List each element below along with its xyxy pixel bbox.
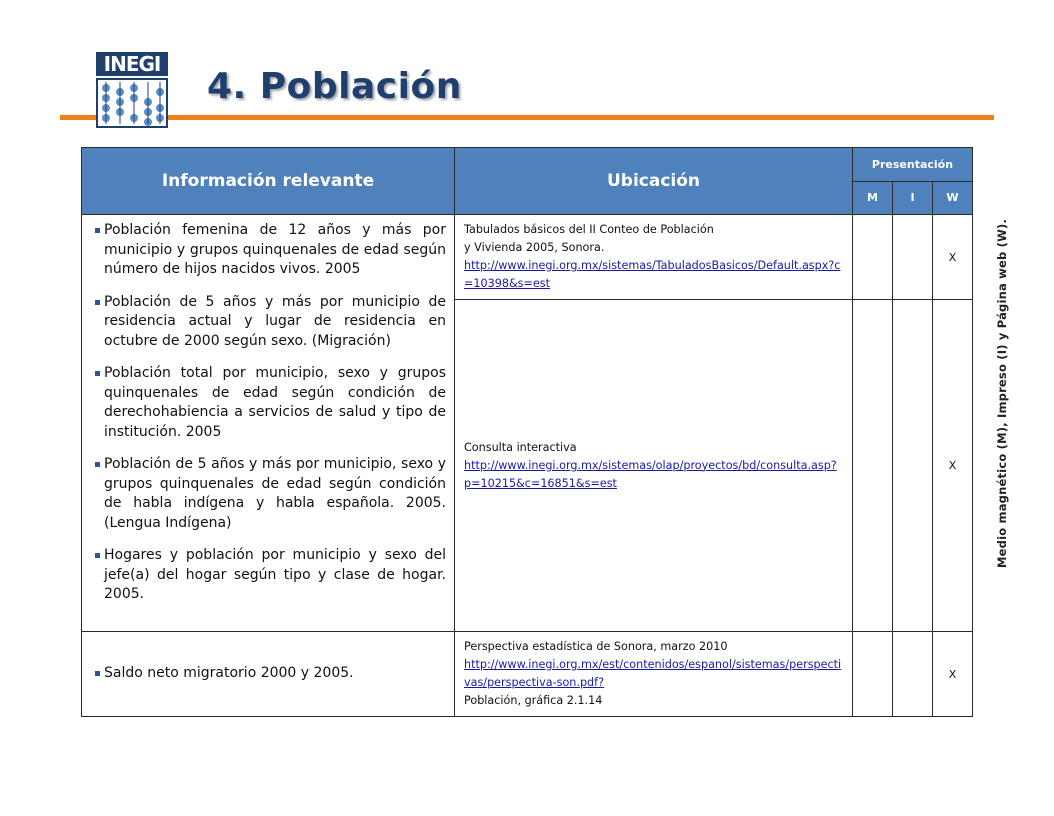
bullet-icon bbox=[95, 371, 100, 376]
ubicacion-link[interactable]: http://www.inegi.org.mx/sistemas/TabuladosBasicos/Default.aspx?c=10398&s=est bbox=[464, 259, 841, 290]
mark-i bbox=[893, 632, 933, 717]
ubicacion-source: Perspectiva estadística de Sonora, marzo 2010 bbox=[464, 640, 728, 653]
logo-text: INEGI bbox=[96, 52, 168, 76]
info-text: Hogares y población por municipio y sexo del jefe(a) del hogar según tipo y clase de hogar. 2005. bbox=[104, 547, 446, 602]
bullet-icon bbox=[95, 671, 100, 676]
ubicacion-source-detail: y Vivienda 2005, Sonora. bbox=[464, 241, 605, 254]
info-group-2 bbox=[82, 632, 455, 717]
header-info: Información relevante bbox=[82, 148, 455, 215]
info-text: Población total por municipio, sexo y grupos quinquenales de edad según condición de derechohabiencia a servicios de salud y tipo de institución. 2005 bbox=[104, 365, 446, 440]
info-text: Población femenina de 12 años y más por municipio y grupos quinquenales de edad según número de hijos nacidos vivos. 2005 bbox=[104, 222, 446, 277]
mark-i bbox=[893, 215, 933, 300]
bullet-icon bbox=[95, 462, 100, 467]
info-text: Población de 5 años y más por municipio, sexo y grupos quinquenales de edad según condición de habla indígena y habla española. 2005. (Lengua Indígena) bbox=[104, 456, 446, 531]
mark-m bbox=[853, 300, 893, 632]
header-ubicacion: Ubicación bbox=[455, 148, 853, 215]
mark-w: X bbox=[933, 215, 973, 300]
info-item bbox=[104, 455, 446, 533]
header-m: M bbox=[853, 181, 893, 215]
info-item bbox=[104, 664, 446, 684]
ubicacion-source: Consulta interactiva bbox=[464, 440, 577, 454]
mark-w: X bbox=[933, 632, 973, 717]
ubicacion-cell-3 bbox=[455, 632, 853, 717]
abacus-icon bbox=[96, 78, 168, 128]
ubicacion-source: Tabulados básicos del II Conteo de Población bbox=[464, 223, 714, 236]
header-rule bbox=[60, 115, 994, 120]
info-table bbox=[81, 147, 973, 717]
header-w: W bbox=[933, 181, 973, 215]
ubicacion-link[interactable]: http://www.inegi.org.mx/est/contenidos/espanol/sistemas/perspectivas/perspectiva-son.pdf? bbox=[464, 658, 842, 689]
ubicacion-cell-1 bbox=[455, 215, 853, 300]
info-item bbox=[104, 293, 446, 352]
ubicacion-cell-2 bbox=[455, 300, 853, 632]
info-item bbox=[104, 221, 446, 280]
presentation-legend: Medio magnético (M), Impreso (I) y Página web (W). bbox=[995, 218, 1009, 568]
info-item bbox=[104, 364, 446, 442]
mark-w: X bbox=[933, 300, 973, 632]
bullet-icon bbox=[95, 300, 100, 305]
info-text: Población de 5 años y más por municipio de residencia actual y lugar de residencia en octubre de 2000 según sexo. (Migración) bbox=[104, 293, 446, 349]
ubicacion-link[interactable]: http://www.inegi.org.mx/sistemas/olap/proyectos/bd/consulta.asp?p=10215&c=16851&s=est bbox=[464, 458, 837, 490]
inegi-logo bbox=[96, 52, 168, 128]
info-item bbox=[104, 546, 446, 605]
mark-m bbox=[853, 215, 893, 300]
bullet-icon bbox=[95, 228, 100, 233]
header-i: I bbox=[893, 181, 933, 215]
page-title: 4. Población bbox=[207, 66, 462, 107]
info-group-1 bbox=[82, 215, 455, 632]
bullet-icon bbox=[95, 553, 100, 558]
mark-i bbox=[893, 300, 933, 632]
mark-m bbox=[853, 632, 893, 717]
header-presentacion: Presentación bbox=[853, 148, 973, 182]
info-text: Saldo neto migratorio 2000 y 2005. bbox=[104, 665, 354, 682]
ubicacion-reference: Población, gráfica 2.1.14 bbox=[464, 694, 603, 707]
